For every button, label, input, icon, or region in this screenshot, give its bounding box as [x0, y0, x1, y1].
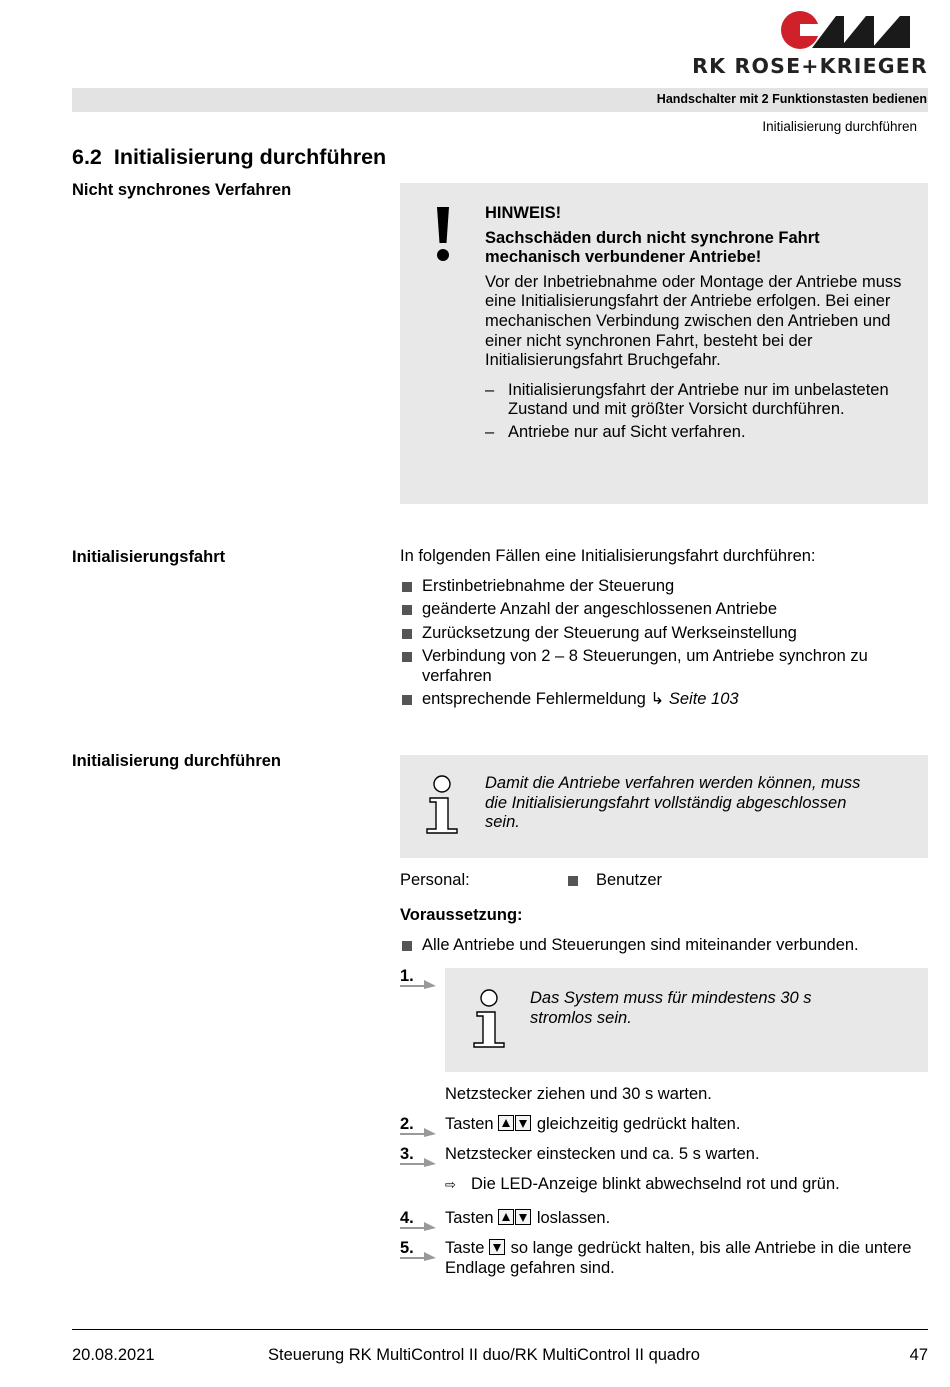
- init-intro: In folgenden Fällen eine Initialisierungsfahrt durchführen:: [400, 547, 816, 565]
- result-arrow-icon: ⇨: [445, 1177, 456, 1192]
- info-icon: [424, 775, 460, 835]
- key-up-icon: [498, 1115, 514, 1131]
- notice-label: HINWEIS!: [485, 204, 562, 222]
- step-number: 3.: [400, 1145, 436, 1167]
- key-down-icon: [515, 1115, 531, 1131]
- notice-headline: Sachschäden durch nicht synchrone Fahrt mechanisch verbundener Antriebe!: [485, 228, 820, 267]
- logo-text: RK ROSE+KRIEGER: [692, 54, 928, 78]
- footer-doc-title: Steuerung RK MultiControl II duo/RK MultiControl II quadro: [268, 1346, 700, 1364]
- step-number: 1.: [400, 967, 436, 989]
- info-text: Damit die Antriebe verfahren werden können, muss die Initialisierungsfahrt vollständig abgeschlossen sein.: [485, 774, 861, 832]
- key-down-icon: [489, 1239, 505, 1255]
- key-down-icon: [515, 1209, 531, 1225]
- step-arrow-icon: [400, 1219, 436, 1231]
- heading-durchfuehren: Initialisierung durchführen: [72, 752, 282, 770]
- step-4: [400, 1209, 928, 1233]
- step-number: 5.: [400, 1239, 436, 1261]
- info-icon: [471, 989, 507, 1049]
- step-2: [400, 1115, 928, 1139]
- header-subtitle: Initialisierung durchführen: [762, 119, 917, 134]
- step-1-info-box: [445, 968, 928, 1072]
- page-link[interactable]: Seite 103: [668, 690, 739, 709]
- heading-nicht-synchron: Nicht synchrones Verfahren: [72, 181, 292, 199]
- personal-list: [566, 871, 766, 894]
- step-3-result: ⇨ Die LED-Anzeige blinkt abwechselnd rot und grün.: [445, 1175, 840, 1193]
- init-list: [400, 577, 910, 714]
- step-arrow-icon: [400, 977, 436, 989]
- personal-label: Personal:: [400, 871, 470, 889]
- header-title: Handschalter mit 2 Funktionstasten bedienen: [656, 92, 927, 106]
- list-item: Erstinbetriebnahme der Steuerung: [400, 577, 910, 597]
- list-item: Zurücksetzung der Steuerung auf Werkseinstellung: [400, 624, 910, 644]
- step-5: [400, 1239, 928, 1283]
- step-4-text: Tasten loslassen.: [445, 1209, 611, 1227]
- section-title-text: Initialisierung durchführen: [113, 145, 387, 169]
- page-number: 47: [909, 1346, 928, 1364]
- step-2-text: Tasten gleichzeitig gedrückt halten.: [445, 1115, 741, 1133]
- link-arrow-icon: ↳: [650, 690, 665, 709]
- notice-box: [400, 183, 928, 504]
- step-arrow-icon: [400, 1155, 436, 1167]
- notice-item: – Initialisierungsfahrt der Antriebe nur im unbelasteten Zustand und mit größter Vorsicht durchführen.: [485, 380, 889, 419]
- voraussetzung-list: [400, 936, 928, 959]
- notice-item: – Antriebe nur auf Sicht verfahren.: [485, 423, 746, 442]
- logo-mark-icon: [688, 10, 928, 54]
- section-number: 6.2: [72, 145, 102, 169]
- step-3: [400, 1145, 928, 1205]
- step-1-info-text: Das System muss für mindestens 30 s stromlos sein.: [530, 989, 812, 1027]
- exclamation-icon: [433, 205, 453, 263]
- step-arrow-icon: [400, 1249, 436, 1261]
- notice-body: Vor der Inbetriebnahme oder Montage der Antriebe muss eine Initialisierungsfahrt der Antriebe erfolgen. Bei einer mechanischen Verbindung zwischen den Antrieben und einer nicht synchronen Fahrt, besteht bei der Initialisierungsfahrt Bruchgefahr.: [485, 272, 902, 370]
- list-item: entsprechende Fehlermeldung ↳ Seite 103: [400, 690, 910, 710]
- step-3-text: Netzstecker einstecken und ca. 5 s warten.: [445, 1145, 760, 1163]
- info-box: [400, 755, 928, 858]
- step-1-text: Netzstecker ziehen und 30 s warten.: [445, 1085, 712, 1103]
- personal-value: Benutzer: [566, 871, 766, 891]
- step-number: 2.: [400, 1115, 436, 1137]
- step-5-text: Taste so lange gedrückt halten, bis alle Antriebe in die untere Endlage gefahren sind.: [445, 1239, 912, 1277]
- brand-logo: [688, 10, 928, 76]
- footer-divider: [72, 1329, 928, 1330]
- step-arrow-icon: [400, 1125, 436, 1137]
- list-item: Alle Antriebe und Steuerungen sind miteinander verbunden.: [400, 936, 928, 956]
- key-up-icon: [498, 1209, 514, 1225]
- list-item: Verbindung von 2 – 8 Steuerungen, um Antriebe synchron zu verfahren: [400, 647, 910, 686]
- list-item: geänderte Anzahl der angeschlossenen Antriebe: [400, 600, 910, 620]
- footer-date: 20.08.2021: [72, 1346, 155, 1364]
- heading-initialisierungsfahrt: Initialisierungsfahrt: [72, 548, 226, 566]
- section-title: [72, 145, 386, 170]
- step-number: 4.: [400, 1209, 436, 1231]
- voraussetzung-label: Voraussetzung:: [400, 906, 523, 924]
